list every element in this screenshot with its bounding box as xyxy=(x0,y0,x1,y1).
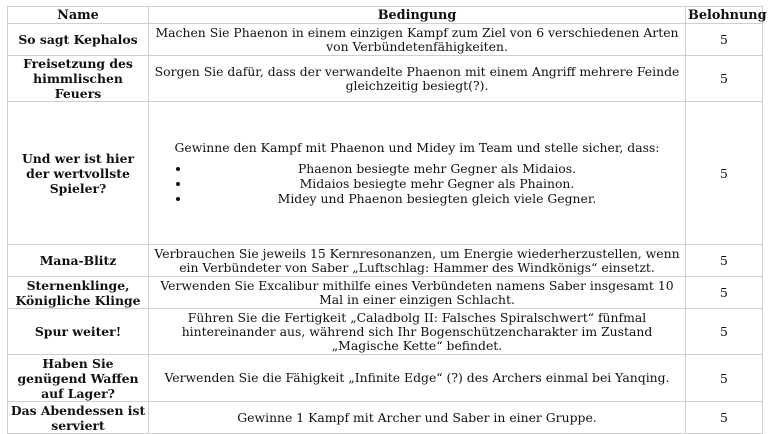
table-row xyxy=(8,102,763,245)
table-row xyxy=(8,277,763,309)
row-name: Und wer ist hier der wertvollste Spieler? xyxy=(8,102,149,245)
table-row xyxy=(8,24,763,56)
row-name: So sagt Kephalos xyxy=(8,24,149,56)
row-condition: Machen Sie Phaenon in einem einzigen Kampf zum Ziel von 6 verschiedenen Arten von Verbündetenfähigkeiten. xyxy=(149,24,686,56)
row-reward: 5 xyxy=(686,277,763,309)
table-row xyxy=(8,402,763,434)
table-row xyxy=(8,245,763,277)
row-condition xyxy=(149,102,686,245)
header-name: Name xyxy=(8,7,149,24)
condition-intro: Gewinne den Kampf mit Phaenon und Midey im Team und stelle sicher, dass: xyxy=(174,140,660,155)
condition-list-item: • Phaenon besiegte mehr Gegner als Midaios. xyxy=(191,161,683,176)
row-reward: 5 xyxy=(686,355,763,402)
condition-list-item: • Midaios besiegte mehr Gegner als Phainon. xyxy=(191,176,683,191)
achievements-table xyxy=(7,6,767,434)
row-name: Haben Sie genügend Waffen auf Lager? xyxy=(8,355,149,402)
row-condition: Verwenden Sie Excalibur mithilfe eines Verbündeten namens Saber insgesamt 10 Mal in einer einzigen Schlacht. xyxy=(149,277,686,309)
row-reward: 5 xyxy=(686,24,763,56)
row-reward: 5 xyxy=(686,102,763,245)
row-reward: 5 xyxy=(686,245,763,277)
row-condition: Gewinne 1 Kampf mit Archer und Saber in einer Gruppe. xyxy=(149,402,686,434)
header-reward: Belohnung xyxy=(686,7,763,24)
row-name: Freisetzung des himmlischen Feuers xyxy=(8,56,149,102)
row-reward: 5 xyxy=(686,402,763,434)
row-condition: Führen Sie die Fertigkeit „Caladbolg II: Falsches Spiralschwert“ fünfmal hintereinander aus, während sich Ihr Bogenschützencharakter im Zustand „Magische Kette“ befindet. xyxy=(149,309,686,355)
table-header-row xyxy=(8,7,763,24)
row-condition: Verbrauchen Sie jeweils 15 Kernresonanzen, um Energie wiederherzustellen, wenn ein Verbündeter von Saber „Luftschlag: Hammer des Windkönigs“ einsetzt. xyxy=(149,245,686,277)
row-name: Mana-Blitz xyxy=(8,245,149,277)
row-condition: Sorgen Sie dafür, dass der verwandelte Phaenon mit einem Angriff mehrere Feinde gleichzeitig besiegt(?). xyxy=(149,56,686,102)
table-row xyxy=(8,355,763,402)
row-reward: 5 xyxy=(686,56,763,102)
row-name: Sternenklinge, Königliche Klinge xyxy=(8,277,149,309)
row-name: Spur weiter! xyxy=(8,309,149,355)
row-reward: 5 xyxy=(686,309,763,355)
header-condition: Bedingung xyxy=(149,7,686,24)
row-condition: Verwenden Sie die Fähigkeit „Infinite Edge“ (?) des Archers einmal bei Yanqing. xyxy=(149,355,686,402)
table-row xyxy=(8,309,763,355)
row-name: Das Abendessen ist serviert xyxy=(8,402,149,434)
table-row xyxy=(8,56,763,102)
condition-list-item: • Midey und Phaenon besiegten gleich viele Gegner. xyxy=(191,191,683,206)
condition-list xyxy=(151,161,683,206)
